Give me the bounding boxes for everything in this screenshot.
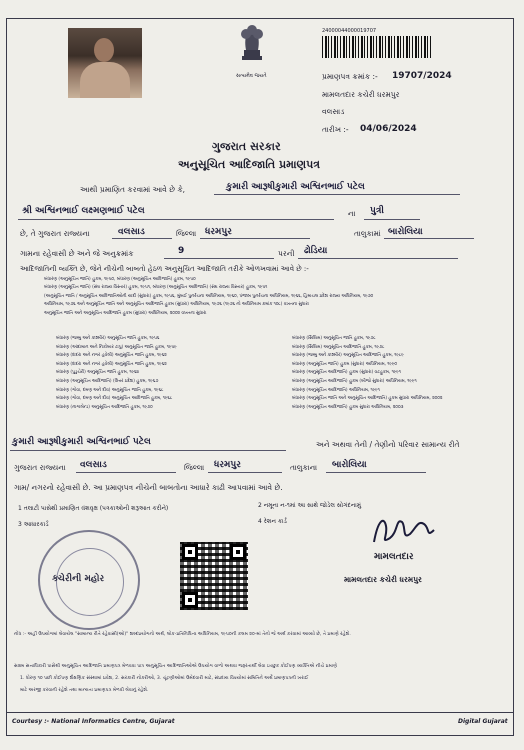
photo-body xyxy=(80,62,130,98)
resident-text: ગામ/ નગરનો રહેવાસી છે. આ પ્રમાણપત્ર નીચેની બાબતોના આધારે કાઢી આપવામાં આવે છે. xyxy=(14,483,283,492)
person-name-repeat: કુમારી આરૂષીકુમારી અશ્વિનભાઈ પટેલ xyxy=(12,437,151,447)
right_col-item: બંધારણ (અનુસૂચિત જાતિ) હુકમ (સુધારા) અધિનિયમ, ૧૯૯૦ xyxy=(292,361,398,367)
basis-1: 1 તલાટી પાસેથી પ્રમાણિત વંશવૃક્ષ (પત્રકાઓની શરૂઆત કરીને) xyxy=(18,505,169,512)
left_col-item: બંધારણ (નાગાલેન્ડ) અનુસૂચિત આદિજાતિ હુકમ, ૧૯૭૦ xyxy=(56,404,153,410)
cert-no: 19707/2024 xyxy=(392,71,452,81)
jilla: ધરમપુર xyxy=(205,227,232,237)
basis-3: 3 આધારકાર્ડ xyxy=(18,521,49,528)
emblem-caption: સત્યમેવ જયતે xyxy=(236,73,267,79)
general-2: 1. ધોરણ ૧૦ પછી કોઈપણ શૈક્ષણિક સંસ્થામાં પ્રવેશ, 2. સરકારી નોકરીઓ, 3. ચૂંટણીઓમાં ઉમેદવારી માટે, સંપ્રદાય વિષયોમાં સમિતિને અર્થે પ્રમાણપત્રની ખરાઈ xyxy=(20,676,309,681)
left_col-item: બંધારણ (જમ્મુ અને કાશ્મીર) અનુસૂચિત જાતિ હુકમ, ૧૯૫૬ xyxy=(56,336,160,341)
signature-icon xyxy=(368,512,442,552)
orders-item: અનુસૂચિત જાતિ અને અનુસૂચિત આદિજાતિ હુકમ (સુધારા) અધિનિયમ, ૨૦૦૨ વખતના સુધારા xyxy=(44,310,207,316)
left_col-item: બંધારણ (દાદરા અને નગર હવેલી) અનુસૂચિત જાતિ હુકમ, ૧૯૬૨ xyxy=(56,353,167,359)
taluka: બારોલિયા xyxy=(388,227,423,237)
courtesy: Courtesy :- National Informatics Centre, Gujarat xyxy=(12,718,175,725)
applicant-photo xyxy=(68,28,142,98)
qr-code xyxy=(180,542,248,610)
left_col-item: બંધારણ (અનુસૂચિત આદિજાતિ) (ઉત્તર પ્રદેશ) હુકમ, ૧૯૬૭ xyxy=(56,379,159,384)
basis-2: 2 નમૂના ન-૧માં આ સાથે જોડેલ સોગંદનામું xyxy=(258,502,362,509)
orders-item: અધિનિયમ, ૧૯૭૬ અને અનુસૂચિત જાતિ અને અનુસૂચિત આદિજાતિ હુકમ (સુધારા) અધિનિયમ, ૧૯૭૬ (૧૯૭૬ નો અધિનિયમ ક્રમાંક ૧૦૮) વખતના સુધારા xyxy=(44,302,309,308)
general-1: સક્ષમ સત્તાધિકારી પાસેથી અનુસૂચિત આદિજાતિ પ્રમાણપત્ર મેળવવા પાત્ર અનુસૂચિત આદિજાતિઓએ ઉપયોગ વાળો અથવા જરૂરતાર્થી લેવા ઇચ્છુક કોઈપણ વ્યક્તિએ નીચે પ્રમાણે xyxy=(14,664,337,669)
taluka-label: તાલુકામાં xyxy=(354,229,381,238)
govt-title: ગુજરાત સરકાર xyxy=(212,140,281,153)
orders-item: બંધારણ (અનુસૂચિત જાતિ) હુકમ, ૧૯૫૦, બંધારણ (અનુસૂચિત આદિજાતિ) હુકમ, ૧૯૫૦ xyxy=(44,277,196,282)
na-label: ના xyxy=(348,209,356,218)
tribe-name: ઢોડિયા xyxy=(304,246,328,256)
left_col-item: બંધારણ (દાદરા અને નગર હવેલી) અનુસૂચિત જાતિ હુકમ, ૧૯૬૨ xyxy=(56,361,167,367)
photo-face xyxy=(94,38,114,62)
district: વલસાડ xyxy=(118,227,145,237)
right_col-item: બંધારણ (જમ્મુ અને કાશ્મીર) અનુસૂચિત આદિજાતિ હુકમ, ૧૯૮૯ xyxy=(292,353,404,359)
header-district: વલસાડ xyxy=(322,107,345,116)
right_col-item: બંધારણ (અનુસૂચિત આદિજાતિ) હુકમ (સુધારા) વટહુકમ, ૧૯૯૧ xyxy=(292,370,401,376)
jilla-label-2: જિલ્લા xyxy=(184,463,205,472)
jilla-2: ધરમપુર xyxy=(214,460,241,470)
date-label: તારીખ :- xyxy=(322,125,349,134)
taluka-2: બારોલિયા xyxy=(332,460,367,470)
right_col-item: બંધારણ (સિક્કિમ) અનુસૂચિત જાતિ હુકમ, ૧૯૭૮ xyxy=(292,336,376,341)
digital-gujarat: Digital Gujarat xyxy=(458,718,508,725)
left_col-item: બંધારણ (ગોવા, દમણ અને દીવ) અનુસૂચિત આદિજાતિ હુકમ, ૧૯૬૮ xyxy=(56,396,173,402)
barcode-number: 24000044000019707 xyxy=(322,28,377,34)
right_col-item: બંધારણ (અનુસૂચિત જાતિ અને અનુસૂચિત આદિજાતિ) હુકમ સુધારા અધિનિયમ, ૨૦૦૨ xyxy=(292,396,443,402)
signature-title: મામલતદાર xyxy=(374,552,414,562)
basis-4: 4 રેશન કાર્ડ xyxy=(258,518,287,525)
orders-item: (અનુસૂચિત જાતિ / અનુસૂચિત આદિજાતિઓની યાદી (સુધારા) હુકમ, ૧૯૫૬, મુંબઈ પુનર્રચના અધિનિયમ, ૧૯૬૦, પંજાબ પુનર્રચના અધિનિયમ, ૧૯૬૬, હિમાચલ પ્રદેશ રાજ્ય અધિનિયમ, ૧૯૭૦ xyxy=(44,293,374,299)
jilla-label: જિલ્લા xyxy=(176,229,197,238)
father-name: શ્રી અશ્વિનભાઈ લક્ષ્મણભાઈ પટેલ xyxy=(22,206,145,216)
left_col-item: બંધારણ (પુડુચેરી) અનુસૂચિત જાતિ હુકમ, ૧૯૬૪ xyxy=(56,370,140,376)
stamp-text: ક્ચેરીની મહોર xyxy=(52,574,105,584)
signature-office: મામલતદાર કચેરી ધરમપુર xyxy=(344,575,422,584)
taluka-label-2: તાલુકાના xyxy=(290,463,318,472)
village-text: ગામના રહેવાસી છે અને જે અનુક્રમાંક xyxy=(20,249,134,258)
note: નોંધ :- અહીં ઉપયોગમાં લેવાયેલ "સામાન્ય રીતે રહેવાસી(ઓ)" શબ્દપ્રયોગનો અર્થ, લોક-પ્રતિનિધિત્વ અધિનિયમ, ૧૯૫૦ની કલમ ૨૦-માં તેનો જે અર્થ કરવામાં આવ્યો છે, તે પ્રમાણે રહેશે. xyxy=(14,632,351,637)
right_col-item: બંધારણ (સિક્કિમ) અનુસૂચિત આદિજાતિ હુકમ, ૧૯૭૮ xyxy=(292,344,385,350)
state-label: છે, તે ગુજરાત રાજ્યના xyxy=(20,229,90,238)
orders-item: બંધારણ (અનુસૂચિત જાતિ) (સંઘ રાજ્ય વિસ્તાર) હુકમ, ૧૯૫૧, બંધારણ (અનુસૂચિત આદિજાતિ) (સંઘ રાજ્ય વિસ્તાર) હુકમ, ૧૯૫૧ xyxy=(44,285,268,291)
state-label-2: ગુજરાત રાજ્યના xyxy=(14,463,66,472)
right_col-item: બંધારણ (અનુસૂચિત આદિજાતિ) હુકમ (બીજો સુધારા) અધિનિયમ, ૧૯૯૧ xyxy=(292,379,417,384)
issue-date: 04/06/2024 xyxy=(360,124,417,134)
relation: પુત્રી xyxy=(370,206,384,216)
document-title: અનુસૂચિત આદિજાતિ પ્રમાણપત્ર xyxy=(178,158,321,171)
state-emblem-icon xyxy=(230,20,274,72)
district-2: વલસાડ xyxy=(80,460,107,470)
left_col-item: બંધારણ (આંદામાન અને નિકોબાર ટાપુ) અનુસૂચિત જાતિ હુકમ, ૧૯૫૯ xyxy=(56,344,177,350)
family-text: અને અથવા તેની / તેણીનો પરિવાર સામાન્ય રીતે xyxy=(316,440,460,449)
general-3: માટે અરજી કરવાની રહેશે તથા માન્યતા પ્રમાણપત્ર મેળવી લેવાનું રહેશે. xyxy=(20,688,149,693)
person-name: કુમારી આરૂષીકુમારી અશ્વિનભાઈ પટેલ xyxy=(226,182,365,192)
left_col-item: બંધારણ (ગોવા, દમણ અને દીવ) અનુસૂચિત જાતિ હુકમ, ૧૯૬૮ xyxy=(56,387,164,393)
barcode xyxy=(322,36,432,58)
right_col-item: બંધારણ (અનુસૂચિત આદિજાતિ) અધિનિયમ, ૧૯૯૧ xyxy=(292,387,380,393)
cert-no-label: પ્રમાણપત્ર ક્રમાંક :- xyxy=(322,72,378,81)
serial-suffix: પરની xyxy=(278,249,295,258)
certify-text: આથી પ્રમાણિત કરવામાં આવે છે કે, xyxy=(80,185,186,194)
tribe-text: આદિજાતિની વ્યક્તિ છે, જેને નીચેની બાબતો હેઠળ અનુસૂચિત આદિજાતિ તરીકે ઓળખવામાં આવે છે :- xyxy=(20,265,309,273)
right_col-item: બંધારણ (અનુસૂચિત આદિજાતિ) હુકમ સુધારા અધિનિયમ, ૨૦૦૩ xyxy=(292,404,404,410)
serial-number: 9 xyxy=(178,246,185,256)
header-office: મામલતદાર કચેરી ધરમપુર xyxy=(322,90,400,99)
